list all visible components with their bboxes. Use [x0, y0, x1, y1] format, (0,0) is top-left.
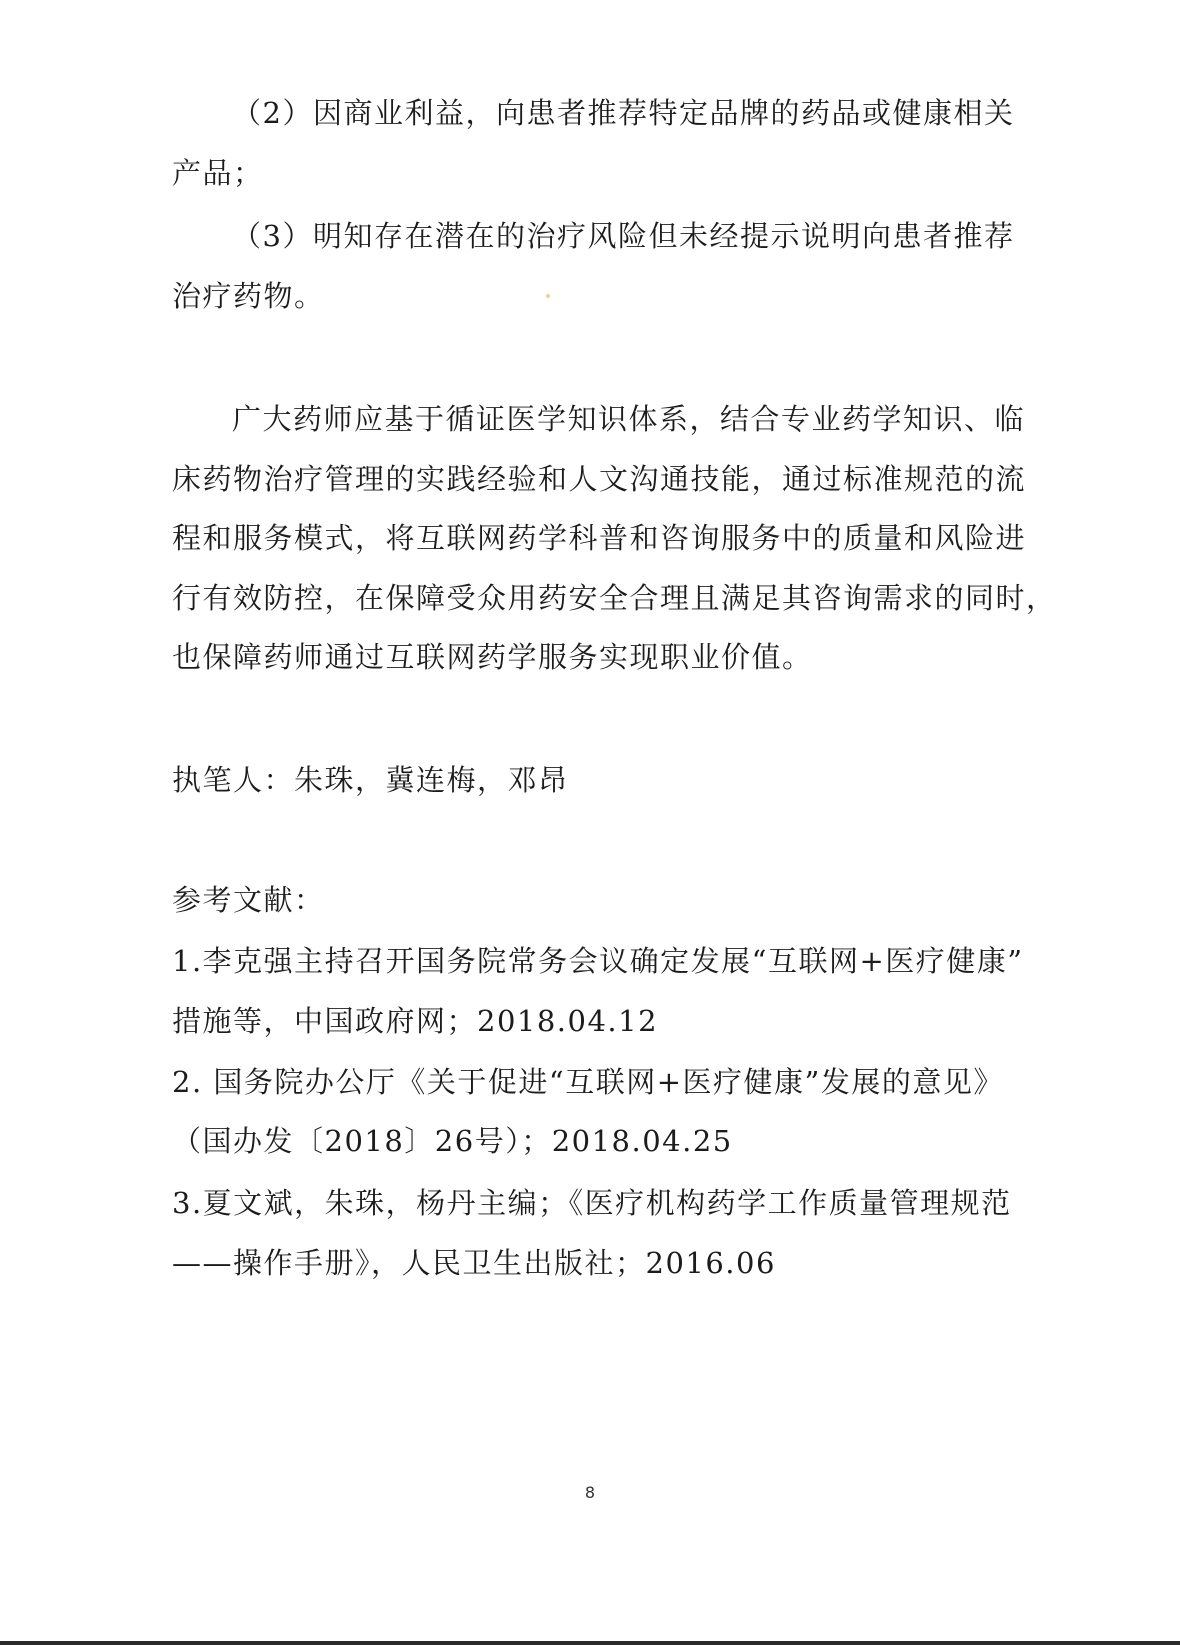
list-item-2-line-1: （2）因商业利益，向患者推荐特定品牌的药品或健康相关 [232, 96, 1015, 130]
reference-1-line-1: 1.李克强主持召开国务院常务会议确定发展“互联网+医疗健康” [172, 944, 1024, 978]
scan-edge-rule [0, 1641, 1180, 1645]
list-item-3-line-1: （3）明知存在潜在的治疗风险但未经提示说明向患者推荐 [232, 219, 1015, 253]
paragraph-line-3: 程和服务模式，将互联网药学科普和咨询服务中的质量和风险进 [172, 521, 1027, 555]
reference-3-line-1: 3.夏文斌，朱珠，杨丹主编；《医疗机构药学工作质量管理规范 [172, 1186, 1012, 1220]
reference-2-line-2: （国办发〔2018〕26号）；2018.04.25 [172, 1124, 733, 1158]
scan-speck [546, 294, 550, 298]
paragraph-line-4: 行有效防控，在保障受众用药安全合理且满足其咨询需求的同时， [172, 581, 1057, 615]
paragraph-line-2: 床药物治疗管理的实践经验和人文沟通技能，通过标准规范的流 [172, 462, 1027, 496]
authors-line: 执笔人：朱珠，冀连梅，邓昂 [172, 763, 569, 797]
references-heading: 参考文献： [172, 883, 325, 917]
reference-3-line-2: ——操作手册》，人民卫生出版社；2016.06 [172, 1246, 776, 1280]
list-item-3-line-2: 治疗药物。 [172, 279, 325, 313]
page-number: 8 [584, 1483, 596, 1502]
paragraph-line-5: 也保障药师通过互联网药学服务实现职业价值。 [172, 640, 813, 674]
reference-1-line-2: 措施等，中国政府网；2018.04.12 [172, 1004, 659, 1038]
reference-2-line-1: 2. 国务院办公厅《关于促进“互联网+医疗健康”发展的意见》 [172, 1065, 1004, 1099]
list-item-2-line-2: 产品； [172, 156, 264, 190]
paragraph-line-1: 广大药师应基于循证医学知识体系，结合专业药学知识、临 [232, 402, 1026, 436]
